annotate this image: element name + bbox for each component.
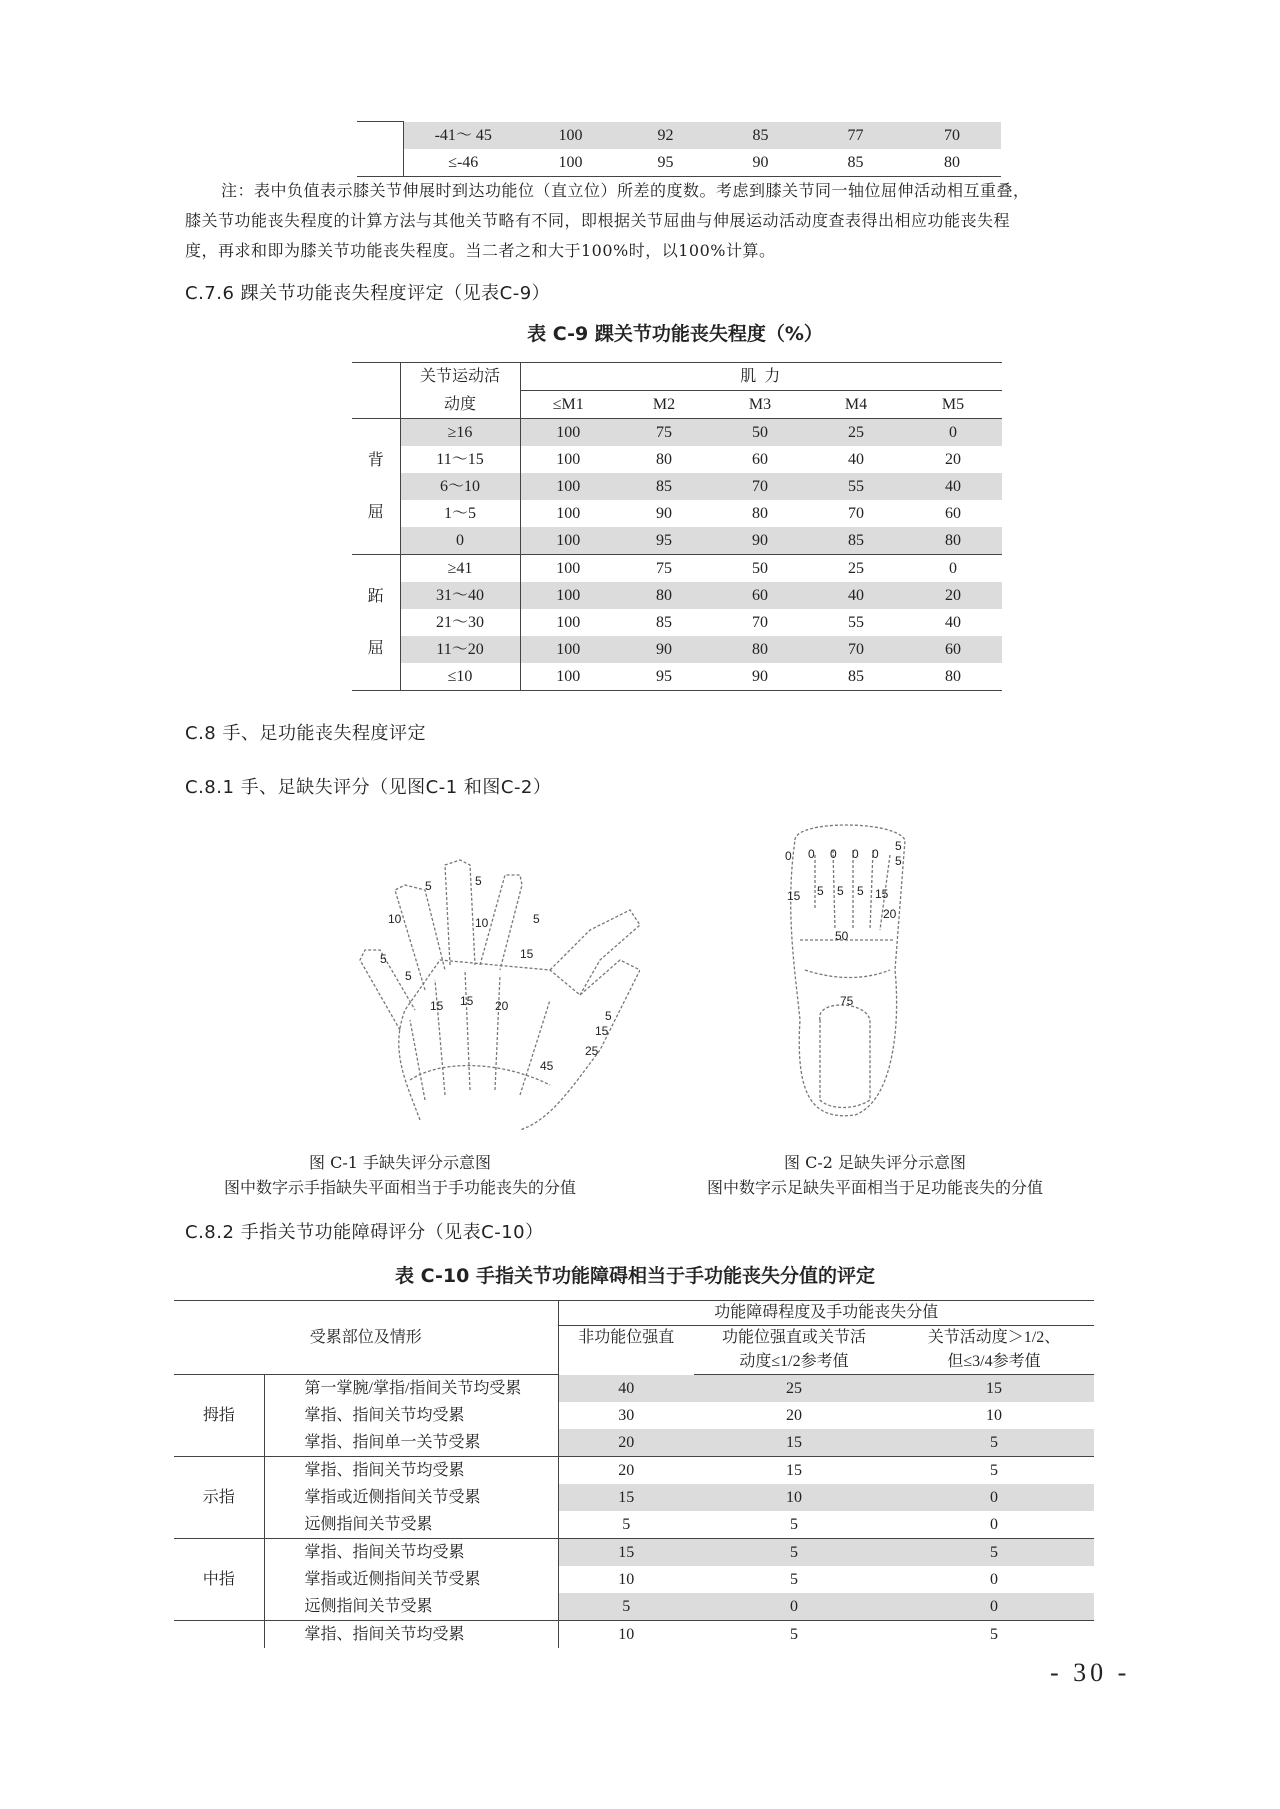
column-header: M5 <box>904 391 1002 419</box>
page-number: - 30 - <box>1050 1658 1131 1687</box>
table-cell: 30 <box>618 1407 635 1424</box>
table-cell: 15 <box>694 1429 894 1457</box>
table-cell: 10 <box>694 1484 894 1511</box>
table-cell: 10 <box>618 1571 635 1588</box>
table-cell: 掌指或近侧指间关节受累 <box>264 1484 558 1511</box>
table-cell: 0 <box>694 1593 894 1621</box>
table-cell: 40 <box>848 451 864 468</box>
foot-value-label: 5 <box>857 884 864 898</box>
table-row <box>352 473 1002 500</box>
hand-value-label: 15 <box>430 999 444 1013</box>
table-cell: 5 <box>894 1429 1094 1457</box>
foot-value-label: 5 <box>817 884 824 898</box>
table-cell: 20 <box>558 1429 694 1457</box>
table-cell: 95 <box>618 149 713 177</box>
table-cell: 85 <box>616 473 712 500</box>
table-cell: 70 <box>848 505 864 522</box>
figure-c2-caption <box>650 1150 1100 1200</box>
table-cell: 11～20 <box>400 636 520 663</box>
hand-value-label: 5 <box>605 1009 612 1023</box>
table-cell: 掌指或近侧指间关节受累 <box>264 1566 558 1593</box>
table-cell: 70 <box>903 122 1001 149</box>
table-cell: 掌指、指间关节均受累 <box>264 1621 558 1649</box>
table-cell: 20 <box>618 1462 635 1479</box>
table-cell: 10 <box>618 1626 635 1643</box>
table-cell: 90 <box>712 527 808 555</box>
table-cell: 0 <box>904 419 1002 447</box>
figure-title: 图 C-2 足缺失评分示意图 <box>783 1153 966 1172</box>
note-line: 膝关节功能丧失程度的计算方法与其他关节略有不同，即根据关节屈曲与伸展运动活动度查表得出相应功能丧失程 <box>185 211 1011 230</box>
table-row <box>174 1511 1094 1539</box>
hand-value-label: 5 <box>380 952 387 966</box>
section-heading-c81: C.8.1 手、足缺失评分（见图C-1 和图C-2） <box>185 777 552 798</box>
table-cell: -41～ 45 <box>403 122 523 149</box>
finger-label: 中指 <box>174 1539 264 1621</box>
column-header: 关节运动活 <box>400 363 520 391</box>
table-cell: 0 <box>894 1593 1094 1621</box>
table-row <box>352 419 1002 447</box>
group-label-dorsal: 背 屈 <box>352 419 400 555</box>
table-cell: 5 <box>790 1626 798 1643</box>
table-cell: ≤10 <box>400 663 520 691</box>
column-header: 但≤3/4参考值 <box>894 1350 1094 1375</box>
knee-note <box>185 176 1160 266</box>
table-row <box>174 1402 1094 1429</box>
table-cell: 100 <box>520 636 616 663</box>
table-cell: 0 <box>400 527 520 555</box>
hand-value-label: 10 <box>475 916 489 930</box>
table-row <box>352 555 1002 583</box>
table-cell: 掌指、指间单一关节受累 <box>264 1429 558 1457</box>
table-header-row <box>352 391 1002 419</box>
figure-c1-caption <box>175 1150 625 1200</box>
table-cell: 80 <box>904 527 1002 555</box>
table-cell: 80 <box>903 149 1001 177</box>
table-row <box>174 1621 1094 1649</box>
table-cell: 20 <box>904 582 1002 609</box>
table-cell: 70 <box>752 614 768 631</box>
table-cell: 90 <box>713 149 808 177</box>
column-header: 功能障碍程度及手功能丧失分值 <box>558 1301 1094 1326</box>
table-cell: 15 <box>894 1375 1094 1403</box>
table-header-row <box>174 1301 1094 1326</box>
table-cell: ≥16 <box>400 419 520 447</box>
hand-value-label: 20 <box>495 999 509 1013</box>
table-row <box>352 609 1002 636</box>
table-cell: 40 <box>558 1375 694 1403</box>
figure-description: 图中数字示手指缺失平面相当于手功能丧失的分值 <box>223 1178 576 1197</box>
column-header: 关节活动度＞1/2、 <box>927 1329 1061 1346</box>
table-cell: 100 <box>523 122 618 149</box>
table-cell: 40 <box>904 473 1002 500</box>
table-cell: 31～40 <box>400 582 520 609</box>
table-cell: 第一掌腕/掌指/指间关节均受累 <box>264 1375 558 1403</box>
table-cell: 0 <box>949 560 957 577</box>
section-heading-c76: C.7.6 踝关节功能丧失程度评定（见表C-9） <box>185 283 551 304</box>
table-cell: 100 <box>556 560 581 577</box>
column-header: M4 <box>808 391 904 419</box>
table-cell: ≥41 <box>400 555 520 583</box>
table-header-row <box>352 363 1002 391</box>
table-cell: 85 <box>808 527 904 555</box>
foot-value-label: 50 <box>835 929 849 943</box>
table-row <box>174 1375 1094 1403</box>
table-row <box>174 1429 1094 1457</box>
table-cell: 5 <box>694 1511 894 1539</box>
table-cell: 20 <box>786 1407 802 1424</box>
table-row <box>352 636 1002 663</box>
table-cell: 60 <box>904 636 1002 663</box>
table-cell: 15 <box>786 1462 802 1479</box>
group-label-plantar: 跖 屈 <box>352 555 400 691</box>
table-row <box>352 527 1002 555</box>
table-cell: 75 <box>616 419 712 447</box>
foot-value-label: 20 <box>883 907 897 921</box>
table-cell: 5 <box>558 1593 694 1621</box>
table-cell: 60 <box>712 582 808 609</box>
table-cell: 掌指、指间关节均受累 <box>264 1539 558 1567</box>
hand-value-label: 10 <box>388 912 402 926</box>
table-cell: 80 <box>616 582 712 609</box>
table-cell: 55 <box>848 614 864 631</box>
table-cell: 100 <box>520 419 616 447</box>
table-row <box>174 1457 1094 1485</box>
hand-value-label: 5 <box>475 874 482 888</box>
table-cell: 21～30 <box>400 609 520 636</box>
foot-value-label: 0 <box>872 847 879 861</box>
table-cell: 5 <box>694 1539 894 1567</box>
table-cell: 70 <box>808 636 904 663</box>
table-c9-caption: 表 C-9 踝关节功能丧失程度（%） <box>527 323 823 345</box>
foot-value-label: 5 <box>837 884 844 898</box>
table-cell: 50 <box>752 560 768 577</box>
column-header: M3 <box>712 391 808 419</box>
knee-table-tail <box>357 121 1001 177</box>
foot-value-label: 0 <box>830 847 837 861</box>
table-cell: 0 <box>894 1484 1094 1511</box>
hand-value-label: 45 <box>540 1059 554 1073</box>
hand-value-label: 5 <box>405 969 412 983</box>
table-cell: 15 <box>558 1484 694 1511</box>
table-cell: 15 <box>558 1539 694 1567</box>
hand-diagram <box>350 820 640 1130</box>
table-cell: 5 <box>990 1462 998 1479</box>
table-cell: 75 <box>656 560 672 577</box>
table-cell: 1～5 <box>400 500 520 527</box>
column-header: 受累部位及情形 <box>174 1301 558 1375</box>
column-header: ≤M1 <box>520 391 616 419</box>
table-cell: 25 <box>808 419 904 447</box>
finger-label: 示指 <box>174 1457 264 1539</box>
foot-value-label: 5 <box>895 839 902 853</box>
hand-value-label: 25 <box>585 1044 599 1058</box>
figure-description: 图中数字示足缺失平面相当于足功能丧失的分值 <box>706 1178 1043 1197</box>
table-cell: 95 <box>616 527 712 555</box>
table-row <box>357 149 1001 177</box>
table-row <box>357 122 1001 149</box>
note-line: 度，再求和即为膝关节功能丧失程度。当二者之和大于100%时，以100%计算。 <box>185 241 776 260</box>
table-cell: 25 <box>694 1375 894 1403</box>
table-row <box>352 500 1002 527</box>
table-cell: 25 <box>848 560 864 577</box>
table-cell: 100 <box>520 663 616 691</box>
table-cell: 5 <box>894 1539 1094 1567</box>
table-cell: 0 <box>894 1511 1094 1539</box>
column-header: 肌 力 <box>520 363 1002 391</box>
table-cell: 55 <box>808 473 904 500</box>
table-cell: 5 <box>990 1626 998 1643</box>
table-row <box>174 1593 1094 1621</box>
table-cell: 92 <box>618 122 713 149</box>
table-cell: 50 <box>712 419 808 447</box>
table-cell: 70 <box>712 473 808 500</box>
foot-value-label: 15 <box>875 887 889 901</box>
section-heading-c82: C.8.2 手指关节功能障碍评分（见表C-10） <box>185 1222 544 1243</box>
foot-value-label: 15 <box>787 889 801 903</box>
table-cell: 100 <box>556 451 581 468</box>
table-cell: 6～10 <box>400 473 520 500</box>
table-cell: 80 <box>904 663 1002 691</box>
table-cell: 0 <box>990 1571 998 1588</box>
column-header: 非功能位强直 <box>578 1329 675 1346</box>
table-cell: 100 <box>556 505 581 522</box>
table-row <box>174 1539 1094 1567</box>
table-cell: 5 <box>558 1511 694 1539</box>
table-c10-caption: 表 C-10 手指关节功能障碍相当于手功能丧失分值的评定 <box>395 1265 875 1287</box>
table-row <box>352 446 1002 473</box>
table-cell: 85 <box>656 614 672 631</box>
table-cell: 5 <box>790 1571 798 1588</box>
table-cell: 60 <box>945 505 961 522</box>
table-cell: 20 <box>945 451 961 468</box>
table-cell: 60 <box>752 451 768 468</box>
table-cell: 80 <box>656 451 672 468</box>
note-line: 注：表中负值表示膝关节伸展时到达功能位（直立位）所差的度数。考虑到膝关节同一轴位屈伸活动相互重叠， <box>221 181 1030 200</box>
table-cell: 100 <box>520 582 616 609</box>
foot-value-label: 0 <box>785 849 792 863</box>
finger-label: 拇指 <box>174 1375 264 1457</box>
table-cell: 90 <box>656 505 672 522</box>
table-cell: 85 <box>808 663 904 691</box>
table-row <box>174 1566 1094 1593</box>
hand-value-label: 5 <box>425 879 432 893</box>
table-cell: 100 <box>556 614 581 631</box>
table-cell: 95 <box>616 663 712 691</box>
foot-value-label: 75 <box>840 994 854 1008</box>
table-row <box>352 663 1002 691</box>
table-row <box>352 582 1002 609</box>
table-c10 <box>174 1300 1094 1648</box>
foot-diagram <box>775 820 925 1120</box>
table-cell: 40 <box>945 614 961 631</box>
table-cell: 85 <box>808 149 903 177</box>
table-cell: 100 <box>520 473 616 500</box>
table-cell: 90 <box>712 663 808 691</box>
hand-value-label: 5 <box>533 912 540 926</box>
column-header: M2 <box>616 391 712 419</box>
column-header: 功能位强直或关节活 <box>721 1329 866 1346</box>
column-header: 动度≤1/2参考值 <box>694 1350 894 1375</box>
table-cell: 远侧指间关节受累 <box>264 1511 558 1539</box>
table-cell: 远侧指间关节受累 <box>264 1593 558 1621</box>
table-cell: 40 <box>808 582 904 609</box>
foot-value-label: 5 <box>895 854 902 868</box>
foot-value-label: 0 <box>852 847 859 861</box>
table-cell: 100 <box>520 527 616 555</box>
column-header: 动度 <box>400 391 520 419</box>
foot-value-label: 0 <box>808 847 815 861</box>
table-cell: 10 <box>986 1407 1002 1424</box>
hand-value-label: 15 <box>595 1024 609 1038</box>
table-cell: ≤-46 <box>403 149 523 177</box>
table-cell: 80 <box>712 636 808 663</box>
table-c9 <box>352 362 1002 691</box>
table-row <box>174 1484 1094 1511</box>
table-cell: 11～15 <box>400 446 520 473</box>
table-cell: 100 <box>523 149 618 177</box>
table-cell: 77 <box>808 122 903 149</box>
figure-title: 图 C-1 手缺失评分示意图 <box>308 1153 491 1172</box>
section-heading-c8: C.8 手、足功能丧失程度评定 <box>185 723 426 744</box>
hand-value-label: 15 <box>520 947 534 961</box>
table-cell: 85 <box>713 122 808 149</box>
table-cell: 掌指、指间关节均受累 <box>264 1457 558 1485</box>
table-cell: 90 <box>616 636 712 663</box>
table-cell: 80 <box>752 505 768 522</box>
table-cell: 掌指、指间关节均受累 <box>264 1402 558 1429</box>
hand-value-label: 15 <box>460 994 474 1008</box>
